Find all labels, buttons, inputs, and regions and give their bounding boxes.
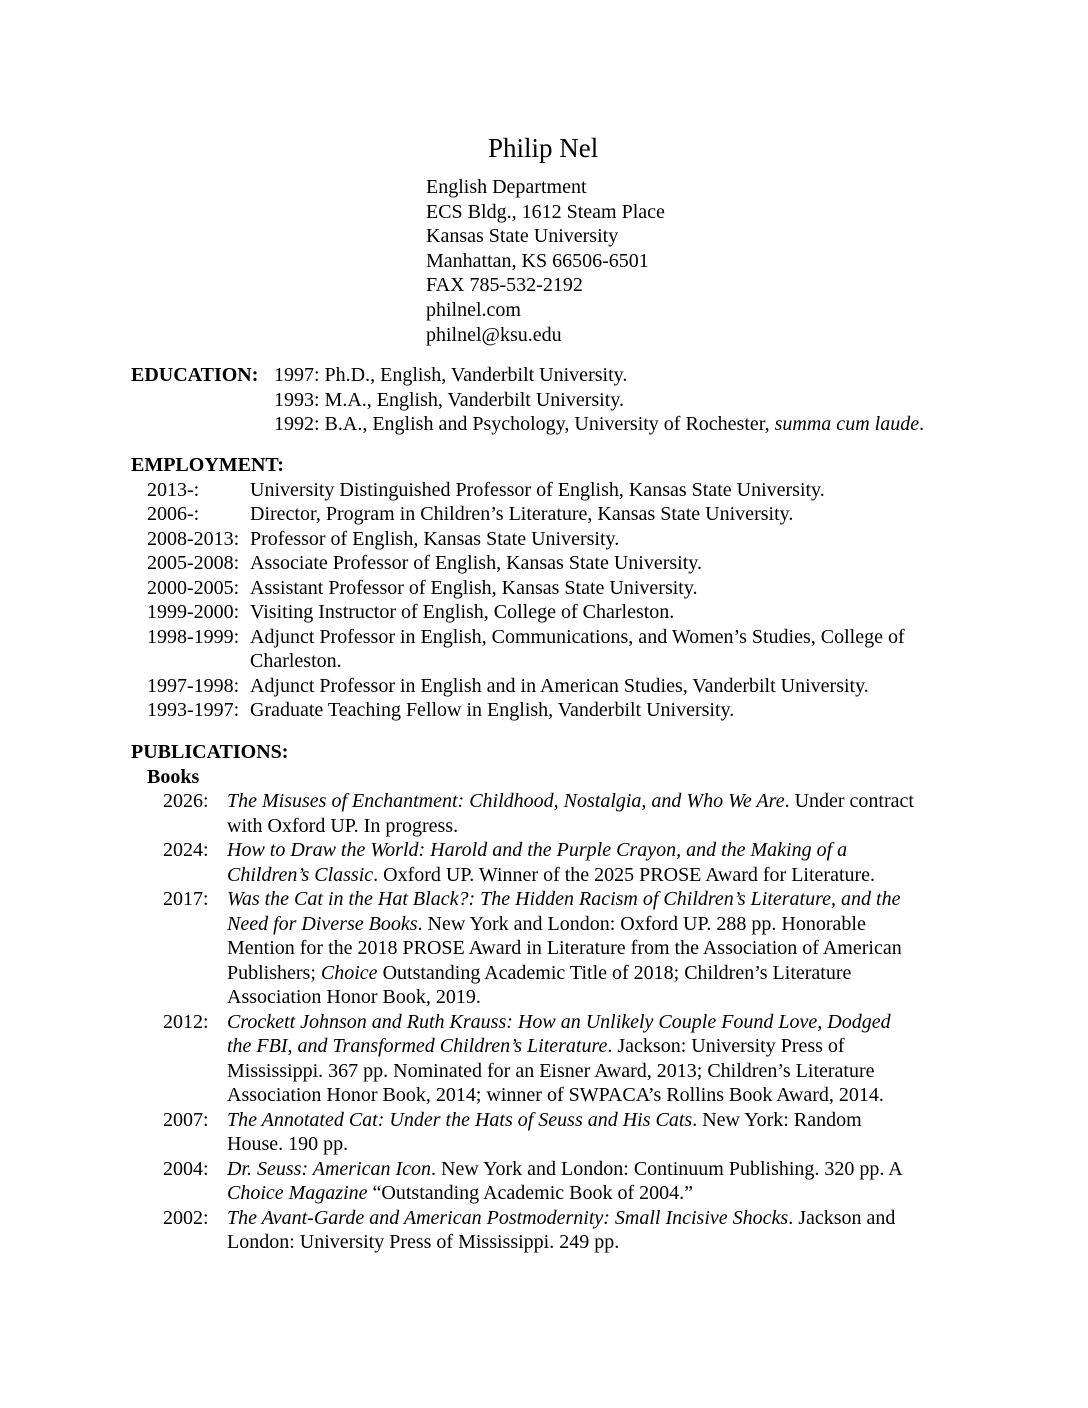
employment-position: Graduate Teaching Fellow in English, Vanderbilt University. [250, 699, 735, 721]
employment-position: Visiting Instructor of English, College of Charleston. [250, 601, 675, 623]
employment-item [131, 625, 1031, 650]
book-citation-line [227, 1059, 875, 1084]
employment-date: 2005-2008: [147, 552, 240, 574]
education-item: 1993: M.A., English, Vanderbilt University. [274, 388, 624, 411]
employment-item [131, 502, 1031, 527]
book-detail-text: “Outstanding Academic Book of 2004.” [367, 1182, 694, 1204]
book-entry-continuation [131, 1181, 1031, 1206]
book-year: 2002: [163, 1206, 209, 1229]
book-citation-line [227, 912, 866, 937]
book-detail-text: . New York: Random [692, 1108, 862, 1131]
book-entry-continuation [131, 961, 1031, 986]
book-year: 2017: [163, 888, 209, 910]
book-detail-text: Association Honor Book, 2019. [227, 986, 481, 1008]
book-detail-text: with Oxford UP. In progress. [227, 814, 459, 837]
book-citation-line [227, 863, 875, 888]
book-entry-continuation [131, 936, 1031, 961]
book-citation-line [227, 1206, 895, 1231]
book-year: 2024: [163, 839, 209, 861]
book-detail-text: . New York and London: Oxford UP. 288 pp. Honorable [417, 912, 866, 935]
book-entry [131, 1010, 1031, 1035]
employment-heading: EMPLOYMENT: [131, 454, 284, 476]
book-citation-line [227, 1230, 619, 1255]
book-detail-text: . New York and London: Continuum Publishing. 320 pp. A [431, 1157, 903, 1180]
book-citation-line [227, 936, 902, 961]
book-title-text: the FBI, and Transformed Children’s Literature [227, 1035, 608, 1057]
address-line: ECS Bldg., 1612 Steam Place [426, 200, 665, 223]
employment-item [131, 649, 1031, 674]
book-title-text: Crockett Johnson and Ruth Krauss: How an Unlikely Couple Found Love, Dodged [227, 1010, 891, 1033]
book-year: 2004: [163, 1157, 209, 1180]
book-year: 2012: [163, 1010, 209, 1033]
education-heading: EDUCATION: [131, 364, 259, 386]
books-list [131, 789, 1031, 1255]
employment-item [131, 698, 1031, 723]
publications-heading: PUBLICATIONS: [131, 741, 289, 763]
book-title-text: Dr. Seuss: American Icon [227, 1157, 432, 1180]
book-detail-text: . Oxford UP. Winner of the 2025 PROSE Award for Literature. [373, 863, 876, 886]
book-entry [131, 838, 1031, 863]
employment-item [131, 600, 1031, 625]
employment-date: 1999-2000: [147, 601, 240, 623]
employment-date: 2006-: [147, 503, 200, 525]
website-line: philnel.com [426, 298, 521, 321]
book-detail-text: House. 190 pp. [227, 1133, 349, 1155]
book-citation-line [227, 985, 481, 1010]
employment-date: 1997-1998: [147, 674, 240, 697]
book-citation-line [227, 1034, 845, 1059]
book-entry-continuation [131, 1083, 1031, 1108]
employment-item [131, 576, 1031, 601]
employment-section [131, 453, 1031, 723]
book-citation-line [227, 1010, 891, 1035]
address-block [426, 175, 665, 347]
employment-position: Adjunct Professor in English, Communications, and Women’s Studies, College of [250, 625, 905, 648]
employment-position: Associate Professor of English, Kansas State University. [250, 552, 702, 574]
book-citation-line [227, 887, 900, 912]
address-line: English Department [426, 176, 587, 198]
fax-line: FAX 785-532-2192 [426, 274, 583, 297]
employment-position: Charleston. [250, 650, 342, 672]
employment-list [131, 478, 1031, 723]
book-entry-continuation [131, 1034, 1031, 1059]
education-item: 1992: B.A., English and Psychology, University of Rochester, summa cum laude. [274, 413, 925, 435]
book-entry-continuation [131, 863, 1031, 888]
book-detail-text: Association Honor Book, 2014; winner of SWPACA’s Rollins Book Award, 2014. [227, 1084, 884, 1106]
employment-date: 2000-2005: [147, 576, 240, 599]
employment-item [131, 478, 1031, 503]
employment-position: Professor of English, Kansas State University. [250, 527, 620, 550]
book-entry [131, 789, 1031, 814]
book-detail-text: Publishers; [227, 961, 321, 984]
book-title-text: The Avant-Garde and American Postmodernity: Small Incisive Shocks [227, 1206, 789, 1229]
book-title-text: Children’s Classic [227, 863, 374, 886]
employment-date: 2008-2013: [147, 527, 240, 550]
employment-item [131, 527, 1031, 552]
employment-item [131, 551, 1031, 576]
book-entry-continuation [131, 1132, 1031, 1157]
book-entry-continuation [131, 814, 1031, 839]
book-entry-continuation [131, 985, 1031, 1010]
book-citation-line [227, 1132, 348, 1157]
book-title-text: Choice [320, 961, 378, 984]
book-citation-line [227, 1181, 693, 1206]
employment-position: Director, Program in Children’s Literature, Kansas State University. [250, 503, 794, 525]
book-entry [131, 1157, 1031, 1182]
book-detail-text: . Under contract [784, 790, 914, 812]
book-entry-continuation [131, 1059, 1031, 1084]
book-year: 2007: [163, 1108, 209, 1131]
education-item: 1997: Ph.D., English, Vanderbilt University. [274, 364, 628, 386]
book-detail-text: . Jackson: University Press of [607, 1035, 845, 1057]
book-detail-text: London: University Press of Mississippi. 249 pp. [227, 1231, 620, 1253]
address-line: Kansas State University [426, 225, 619, 248]
book-detail-text: Outstanding Academic Title of 2018; Children’s Literature [377, 961, 852, 984]
employment-position: University Distinguished Professor of English, Kansas State University. [250, 478, 825, 501]
book-title-text: The Misuses of Enchantment: Childhood, Nostalgia, and Who We Are [227, 790, 785, 812]
book-citation-line [227, 1108, 862, 1133]
book-entry [131, 887, 1031, 912]
book-citation-line [227, 838, 847, 863]
employment-date: 1993-1997: [147, 699, 240, 721]
employment-position: Assistant Professor of English, Kansas State University. [250, 576, 698, 599]
book-title-text: Was the Cat in the Hat Black?: The Hidden Racism of Children’s Literature, and the [227, 888, 901, 910]
book-title-text: The Annotated Cat: Under the Hats of Seuss and His Cats [227, 1108, 693, 1131]
employment-position: Adjunct Professor in English and in American Studies, Vanderbilt University. [250, 674, 869, 697]
publications-section [131, 740, 1031, 1255]
book-detail-text: . Jackson and [788, 1206, 896, 1229]
book-title-text: Need for Diverse Books [227, 912, 418, 935]
book-citation-line [227, 814, 458, 839]
book-citation-line [227, 1157, 903, 1182]
education-list [274, 363, 924, 437]
email-line: philnel@ksu.edu [426, 323, 562, 346]
employment-item [131, 674, 1031, 699]
book-title-text: Choice Magazine [227, 1182, 368, 1204]
book-entry-continuation [131, 1230, 1031, 1255]
book-entry [131, 1108, 1031, 1133]
book-year: 2026: [163, 790, 209, 812]
book-citation-line [227, 961, 851, 986]
employment-date: 1998-1999: [147, 625, 240, 648]
book-citation-line [227, 789, 914, 814]
book-title-text: How to Draw the World: Harold and the Purple Crayon, and the Making of a [227, 839, 848, 861]
address-line: Manhattan, KS 66506-6501 [426, 249, 649, 272]
book-entry-continuation [131, 912, 1031, 937]
cv-name: Philip Nel [488, 133, 599, 163]
book-citation-line [227, 1083, 884, 1108]
book-detail-text: Mention for the 2018 PROSE Award in Literature from the Association of American [227, 937, 902, 959]
book-entry [131, 1206, 1031, 1231]
employment-date: 2013-: [147, 478, 200, 501]
book-detail-text: Mississippi. 367 pp. Nominated for an Eisner Award, 2013; Children’s Literature [227, 1059, 875, 1082]
books-subheading: Books [147, 765, 200, 788]
